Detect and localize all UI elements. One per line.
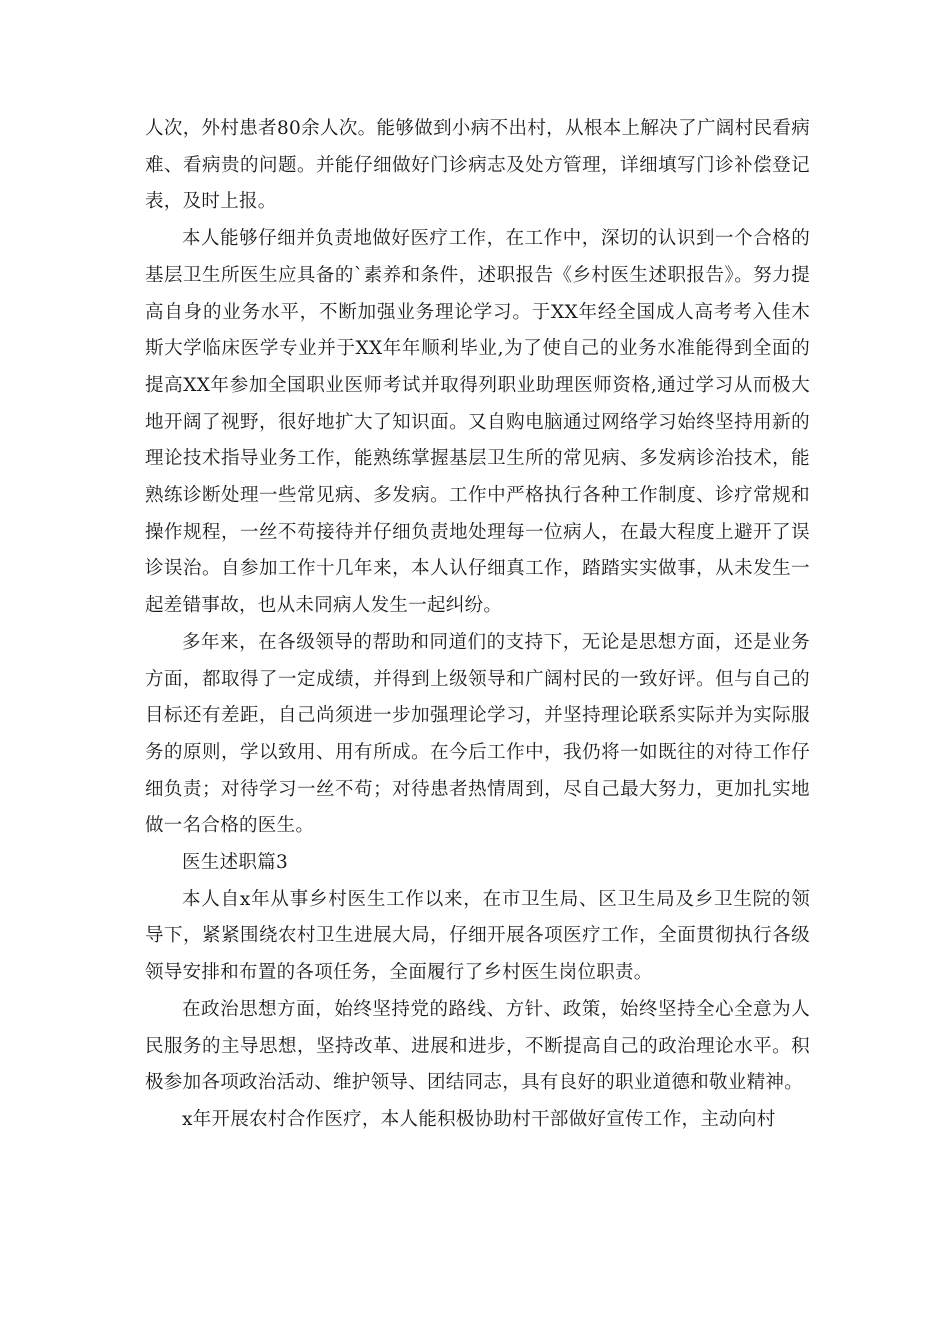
paragraph-political-thought: 在政治思想方面，始终坚持党的路线、方针、政策，始终坚持全心全意为人民服务的主导思想，坚持改革、进展和进步，不断提高自己的政治理论水平。积极参加各项政治活动、维护领导、团结同志，具有良好的职业道德和敬业精神。 [145, 998, 810, 1094]
paragraph-work-attitude: 本人能够仔细并负责地做好医疗工作，在工作中，深切的认识到一个合格的基层卫生所医生应具备的`素养和条件，述职报告《乡村医生述职报告》。努力提高自身的业务水平，不断加强业务理论学习。于XX年经全国成人高考考入佳木斯大学临床医学专业并于XX年年顺利毕业,为了使自己的业务水准能得到全面的提高XX年参加全国职业医师考试并取得列职业助理医师资格,通过学习从而极大地开阔了视野，很好地扩大了知识面。又自购电脑通过网络学习始终坚持用新的理论技术指导业务工作，能熟练掌握基层卫生所的常见病、多发病诊治技术，能熟练诊断处理一些常见病、多发病。工作中严格执行各种工作制度、诊疗常规和操作规程，一丝不苟接待并仔细负责地处理每一位病人，在最大程度上避开了误诊误治。自参加工作十几年来，本人认仔细真工作，踏踏实实做事，从未发生一起差错事故，也从未同病人发生一起纠纷。 [145, 228, 810, 617]
paragraph-section-intro: 本人自x年从事乡村医生工作以来，在市卫生局、区卫生局及乡卫生院的领导下，紧紧围绕农村卫生进展大局，仔细开展各项医疗工作，全面贯彻执行各级领导安排和布置的各项任务，全面履行了乡村医生岗位职责。 [145, 888, 810, 984]
section-heading: 医生述职篇3 [182, 852, 289, 874]
paragraph-continuation: 人次，外村患者80余人次。能够做到小病不出村，从根本上解决了广阔村民看病难、看病贵的问题。并能仔细做好门诊病志及处方管理，详细填写门诊补偿登记表，及时上报。 [145, 118, 810, 213]
paragraph-cooperative-medical: x年开展农村合作医疗，本人能积极协助村干部做好宣传工作，主动向村 [182, 1108, 776, 1130]
document-page [145, 111, 810, 1139]
paragraph-summary: 多年来，在各级领导的帮助和同道们的支持下，无论是思想方面，还是业务方面，都取得了一定成绩，并得到上级领导和广阔村民的一致好评。但与自己的目标还有差距，自己尚须进一步加强理论学习，并坚持理论联系实际并为实际服务的原则，学以致用、用有所成。在今后工作中，我仍将一如既往的对待工作仔细负责；对待学习一丝不苟；对待患者热情周到，尽自己最大努力，更加扎实地做一名合格的医生。 [145, 631, 810, 837]
